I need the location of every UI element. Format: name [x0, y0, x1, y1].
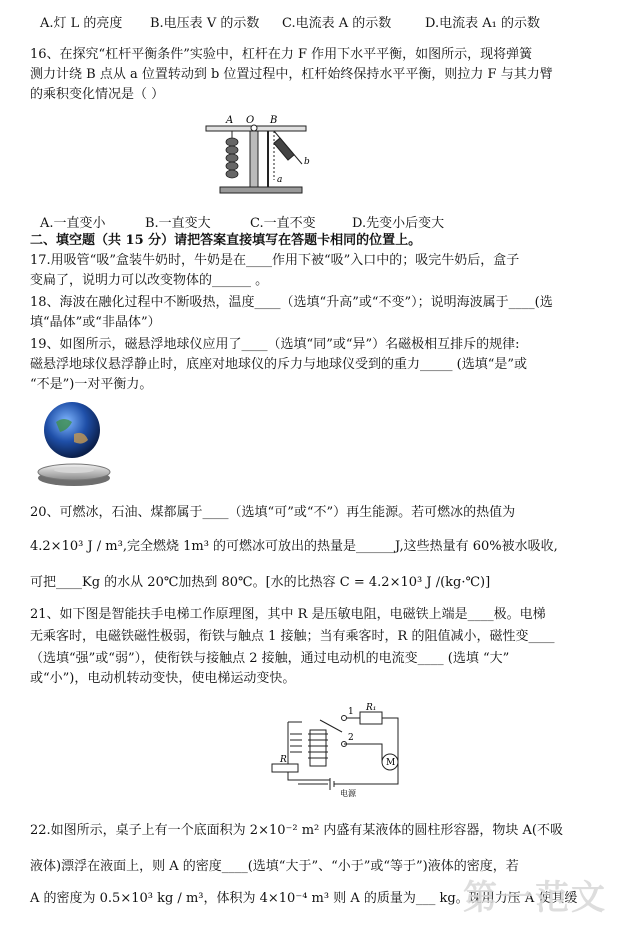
section-2-title: 二、填空题（共 15 分）请把答案直接填写在答题卡相同的位置上。 [30, 233, 422, 248]
elevator-circuit-figure [270, 700, 410, 800]
q19-line-3: “不是”)一对平衡力。 [30, 377, 153, 392]
q19-line-2: 磁悬浮地球仪悬浮静止时，底座对地球仪的斥力与地球仪受到的重力_____ (选填“是”或 [30, 357, 527, 372]
q20-line-1: 20、可燃冰，石油、煤都属于____（选填“可”或“不”）再生能源。若可燃冰的热值为 [30, 505, 516, 520]
label-b: b [304, 157, 310, 167]
label-A: A [226, 115, 234, 126]
q17-line-2: 变扁了，说明力可以改变物体的______ 。 [30, 273, 269, 288]
label-a: a [277, 175, 283, 185]
q15-option-d: D.电流表 A₁ 的示数 [425, 16, 540, 31]
watermark: 第一范文 [463, 878, 607, 918]
q15-option-c: C.电流表 A 的示数 [282, 16, 392, 31]
q21-line-1: 21、如下图是智能扶手电梯工作原理图，其中 R 是压敏电阻，电磁铁上端是____极。电梯 [30, 607, 546, 622]
q16-line-2: 测力计绕 B 点从 a 位置转动到 b 位置过程中，杠杆始终保持水平平衡，则拉力 F 与其力臂 [30, 67, 553, 82]
q18-line-2: 填“晶体”或“非晶体”） [30, 315, 161, 330]
label-B: B [270, 115, 278, 126]
q21-line-4: 或“小”)，电动机转动变快，使电梯运动变快。 [30, 671, 296, 686]
q16-option-a: A.一直变小 [40, 216, 106, 231]
label-r: R [280, 755, 287, 765]
q22-line-3: A 的密度为 0.5×10³ kg / m³，体积为 4×10⁻⁴ m³ 则 A 的质量为___ kg。现用力压 A 使其缓 [30, 891, 578, 906]
q16-option-d: D.先变小后变大 [352, 216, 445, 231]
q21-line-3: （选填“强”或“弱”），使衔铁与接触点 2 接触，通过电动机的电流变____ (选填 “大” [30, 651, 510, 666]
q21-line-2: 无乘客时，电磁铁磁性极弱，衔铁与触点 1 接触；当有乘客时，R 的阻值减小，磁性变____ [30, 629, 555, 644]
q22-line-1: 22.如图所示，桌子上有一个底面积为 2×10⁻² m² 内盛有某液体的圆柱形容器，物块 A(不吸 [30, 823, 563, 838]
q17-line-1: 17.用吸管“吸”盒装牛奶时，牛奶是在____作用下被“吸”入口中的；吸完牛奶后，盒子 [30, 253, 520, 268]
label-motor: M [386, 758, 396, 768]
q16-line-1: 16、在探究“杠杆平衡条件”实验中，杠杆在力 F 作用下水平平衡，如图所示，现将弹簧 [30, 47, 533, 62]
label-r1: R₁ [366, 703, 377, 713]
q22-line-2: 液体)漂浮在液面上，则 A 的密度____(选填“大于”、“小于”或“等于”)液体的密度，若 [30, 859, 519, 874]
q19-line-1: 19、如图所示，磁悬浮地球仪应用了____（选填“同”或“异”）名磁极相互排斥的规律: [30, 337, 520, 352]
q15-option-b: B.电压表 V 的示数 [150, 16, 260, 31]
label-O: O [246, 115, 255, 126]
q15-option-a: A.灯 L 的亮度 [40, 16, 123, 31]
lever-figure [198, 112, 318, 200]
label-contact-2: 2 [348, 733, 354, 743]
q16-option-c: C.一直不变 [250, 216, 316, 231]
label-power-source: 电源 [340, 789, 356, 798]
q16-line-3: 的乘积变化情况是（ ） [30, 87, 165, 102]
label-contact-1: 1 [348, 707, 354, 717]
q18-line-1: 18、海波在融化过程中不断吸热，温度____（选填“升高”或“不变”）；说明海波属于____(选 [30, 295, 553, 310]
q16-option-b: B.一直变大 [145, 216, 211, 231]
q20-line-3: 可把____Kg 的水从 20℃加热到 80℃。[水的比热容 C = 4.2×10³ J /(kg·℃)] [30, 575, 491, 590]
maglev-globe-figure [34, 400, 114, 492]
q20-line-2: 4.2×10³ J / m³,完全燃烧 1m³ 的可燃冰可放出的热量是______J,这些热量有 60%被水吸收, [30, 539, 558, 554]
